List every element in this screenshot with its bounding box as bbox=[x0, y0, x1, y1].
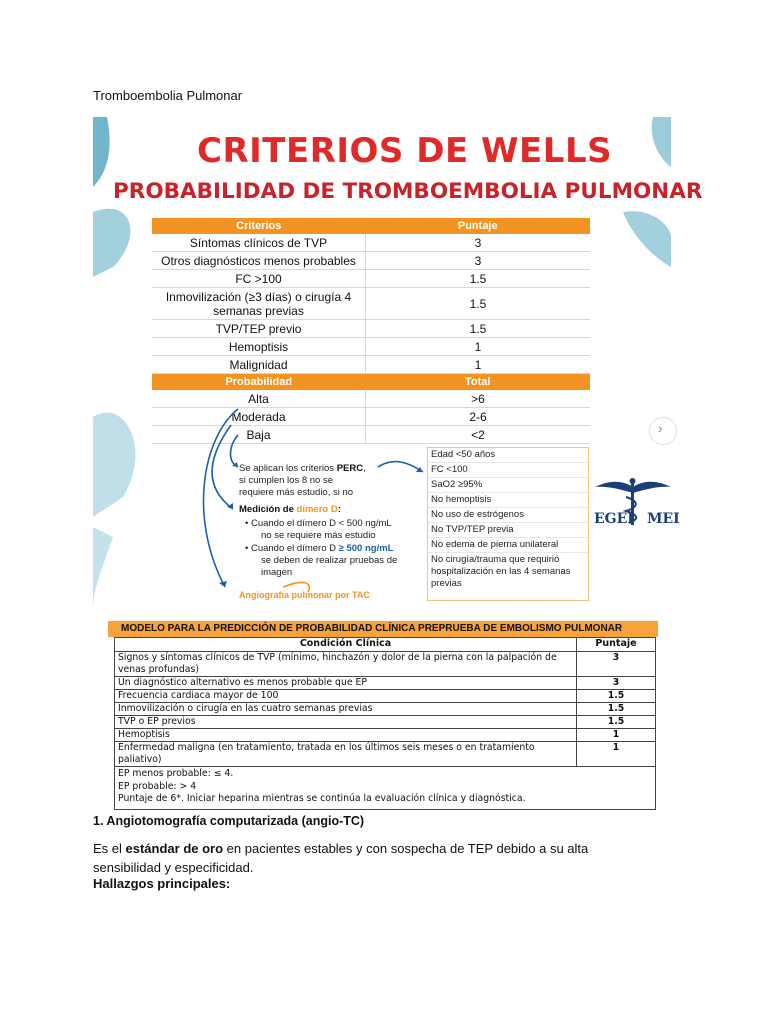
criterion-label: Malignidad bbox=[152, 356, 366, 374]
list-item: No edema de pierna unilateral bbox=[428, 538, 588, 553]
perc-criteria-list bbox=[427, 447, 589, 601]
condition-cell: Inmovilización o cirugía en las cuatro semanas previas bbox=[115, 703, 577, 716]
perc-instruction: Se aplican los criterios PERC, si cumplen los 8 no se requiere más estudio, si no bbox=[239, 463, 366, 498]
points-cell: 1.5 bbox=[577, 690, 656, 703]
model-banner-title: MODELO PARA LA PREDICCIÓN DE PROBABILIDAD CLÍNICA PREPRUEBA DE EMBOLISMO PULMONAR bbox=[121, 623, 623, 634]
condition-cell: Frecuencia cardiaca mayor de 100 bbox=[115, 690, 577, 703]
probability-header: Probabilidad bbox=[152, 374, 366, 391]
table-row bbox=[115, 742, 656, 767]
list-item: No hemoptisis bbox=[428, 493, 588, 508]
points-cell: 1 bbox=[577, 742, 656, 767]
condition-cell: Enfermedad maligna (en tratamiento, tratada en los últimos seis meses o en tratamiento paliativo) bbox=[115, 742, 577, 767]
condition-cell: Un diagnóstico alternativo es menos probable que EP bbox=[115, 677, 577, 690]
wells-title: CRITERIOS DE WELLS bbox=[197, 131, 613, 171]
criterion-points: 3 bbox=[366, 252, 591, 270]
criterion-points: 1.5 bbox=[366, 320, 591, 338]
table-row bbox=[115, 677, 656, 690]
criterion-label: Otros diagnósticos menos probables bbox=[152, 252, 366, 270]
probability-label: Alta bbox=[152, 390, 366, 408]
criterion-label: FC >100 bbox=[152, 270, 366, 288]
table-row bbox=[115, 716, 656, 729]
logo-right-text: MEI bbox=[647, 511, 680, 527]
table-row bbox=[115, 703, 656, 716]
document-title: Tromboembolia Pulmonar bbox=[93, 88, 243, 103]
section-heading: 1. Angiotomografía computarizada (angio-TC) bbox=[93, 814, 365, 828]
prediction-model-infographic bbox=[108, 617, 658, 804]
table-row bbox=[115, 690, 656, 703]
findings-heading: Hallazgos principales: bbox=[93, 876, 231, 891]
paragraph: Es el estándar de oro en pacientes estables y con sospecha de TEP debido a su alta sensibilidad y especificidad. bbox=[93, 841, 589, 875]
angiography-label: Angiografía pulmonar por TAC bbox=[239, 590, 370, 600]
condition-cell: TVP o EP previos bbox=[115, 716, 577, 729]
condition-cell: Signos y síntomas clínicos de TVP (mínimo, hinchazón y dolor de la pierna con la palpación de venas profundas) bbox=[115, 652, 577, 677]
criterion-label: TVP/TEP previo bbox=[152, 320, 366, 338]
carousel-next-button[interactable] bbox=[649, 417, 677, 445]
criterion-label: Hemoptisis bbox=[152, 338, 366, 356]
table-row bbox=[115, 652, 656, 677]
list-item: Edad <50 años bbox=[428, 448, 588, 463]
probability-total: <2 bbox=[366, 426, 591, 444]
probability-label: Baja bbox=[152, 426, 366, 444]
logo-left-text: EGEI bbox=[594, 511, 634, 527]
wells-criteria-infographic bbox=[93, 117, 703, 612]
note-ep-probable: EP probable: > 4 bbox=[118, 780, 197, 792]
probability-label: Moderada bbox=[152, 408, 366, 426]
list-item: No TVP/TEP previa bbox=[428, 523, 588, 538]
note-ep-less-probable: EP menos probable: ≤ 4. bbox=[118, 768, 234, 779]
points-header: Puntaje bbox=[366, 218, 591, 234]
condition-cell: Hemoptisis bbox=[115, 729, 577, 742]
condition-header: Condición Clínica bbox=[115, 638, 577, 652]
model-table bbox=[114, 637, 656, 810]
criterion-label: Síntomas clínicos de TVP bbox=[152, 234, 366, 252]
points-cell: 1.5 bbox=[577, 703, 656, 716]
criteria-header: Criterios bbox=[152, 218, 366, 234]
dimer-bullet-high: • Cuando el dímero D ≥ 500 ng/mL se deben de realizar pruebas de imagen bbox=[245, 543, 398, 578]
dimer-bullet-low: • Cuando el dímero D < 500 ng/mL no se requiere más estudio bbox=[245, 518, 392, 541]
criterion-points: 1.5 bbox=[366, 288, 591, 320]
criterion-points: 1 bbox=[366, 338, 591, 356]
list-item: No cirugía/trauma que requirió hospitalización en las 4 semanas previas bbox=[431, 554, 571, 589]
list-item: SaO2 ≥95% bbox=[428, 478, 588, 493]
chevron-right-icon: › bbox=[658, 420, 663, 436]
points-cell: 3 bbox=[577, 677, 656, 690]
criterion-points: 3 bbox=[366, 234, 591, 252]
list-item: FC <100 bbox=[428, 463, 588, 478]
points-cell: 1.5 bbox=[577, 716, 656, 729]
probability-total: >6 bbox=[366, 390, 591, 408]
criterion-points: 1.5 bbox=[366, 270, 591, 288]
table-row bbox=[115, 729, 656, 742]
points-cell: 3 bbox=[577, 652, 656, 677]
points-header: Puntaje bbox=[577, 638, 656, 652]
probability-total: 2-6 bbox=[366, 408, 591, 426]
list-item: No uso de estrógenos bbox=[428, 508, 588, 523]
note-heparin: Puntaje de 6*. Iniciar heparina mientras se continúa la evaluación clínica y diagnóstica. bbox=[118, 793, 526, 804]
model-notes bbox=[115, 767, 656, 810]
points-cell: 1 bbox=[577, 729, 656, 742]
criterion-points: 1 bbox=[366, 356, 591, 374]
total-header: Total bbox=[366, 374, 591, 391]
dimer-d-measurement: Medición de dímero D: bbox=[239, 504, 341, 515]
wells-subtitle: PROBABILIDAD DE TROMBOEMBOLIA PULMONAR bbox=[113, 179, 703, 204]
criterion-label: Inmovilización (≥3 días) o cirugía 4 semanas previas bbox=[152, 288, 366, 320]
